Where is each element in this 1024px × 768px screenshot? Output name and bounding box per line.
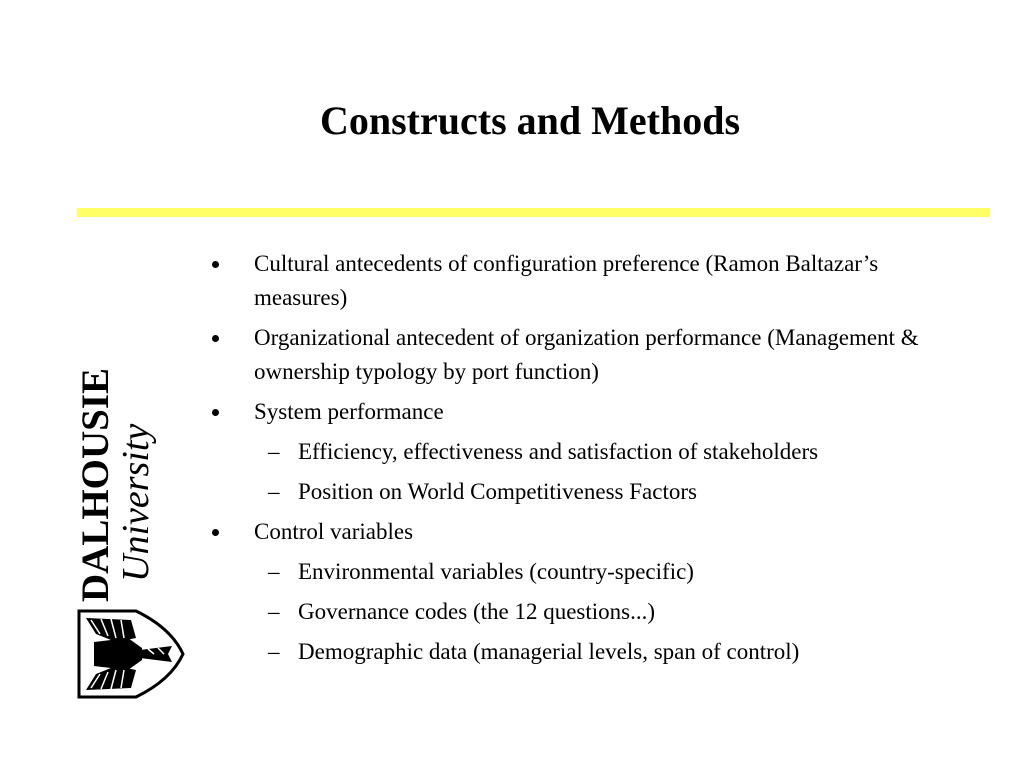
title-divider [77,208,990,217]
slide-title: Constructs and Methods [319,98,741,143]
bullet-item [212,395,932,429]
sub-bullet-item [212,555,932,589]
sub-bullet-item [212,435,932,469]
bullet-icon [212,409,219,416]
bullet-text: Control variables [254,519,414,544]
sub-bullet-item [212,595,932,629]
dash-icon: – [268,439,280,464]
bullet-text: Cultural antecedents of configuration preference (Ramon Baltazar’s measures) [254,251,879,310]
logo-subtitle: University [115,423,157,582]
dash-icon: – [268,639,280,664]
sub-bullet-item [212,635,932,669]
sub-bullet-text: Demographic data (managerial levels, span of control) [298,639,800,664]
bullet-item [212,515,932,549]
sub-bullet-text: Efficiency, effectiveness and satisfaction of stakeholders [298,439,819,464]
bullet-list [212,247,932,675]
bullet-item [212,321,932,389]
dash-icon: – [268,559,280,584]
sub-bullet-text: Governance codes (the 12 questions...) [298,599,656,624]
logo-name: DALHOUSIE [74,367,117,602]
sub-bullet-text: Environmental variables (country-specific) [298,559,694,584]
bullet-text: Organizational antecedent of organization performance (Management & ownership typology by port function) [254,325,919,384]
bullet-icon [212,335,219,342]
bullet-text: System performance [254,399,444,424]
bullet-icon [212,261,219,268]
sub-bullet-text: Position on World Competitiveness Factors [298,479,697,504]
bullet-icon [212,529,219,536]
sub-bullet-item [212,475,932,509]
dash-icon: – [268,479,280,504]
bullet-item [212,247,932,315]
dash-icon: – [268,599,280,624]
shield-crest-icon [76,608,186,700]
logo-wordmark [76,332,160,602]
university-logo [76,332,160,602]
